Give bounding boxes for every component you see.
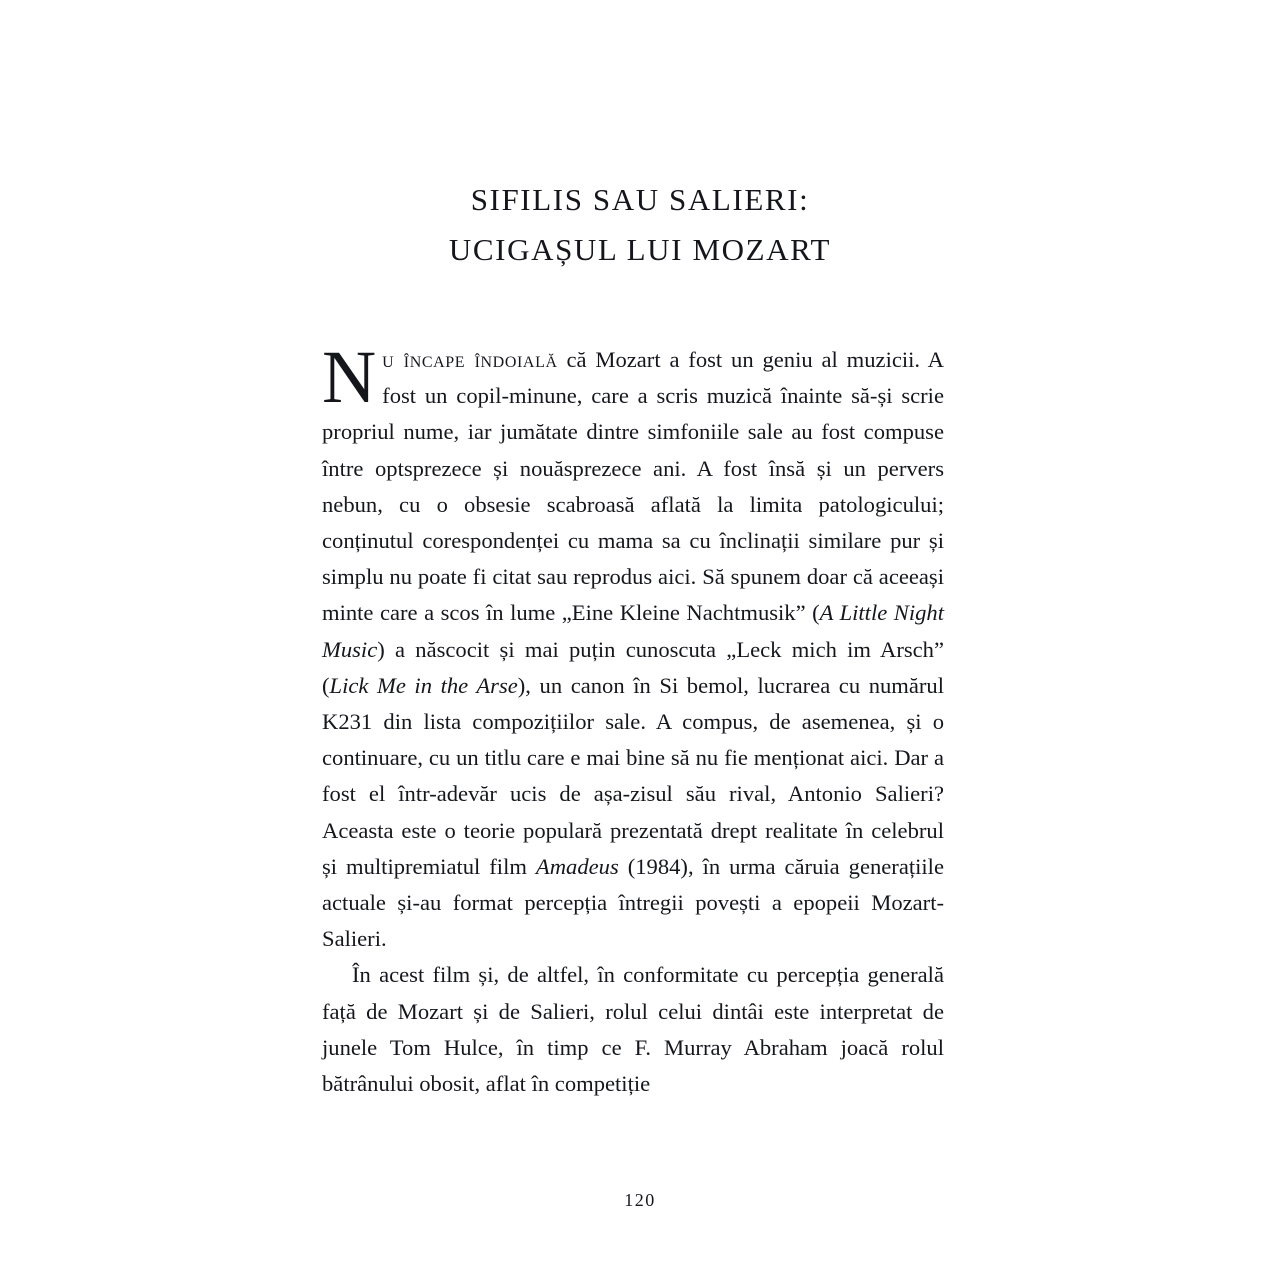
page-title (320, 0, 960, 275)
paragraph-2-text: În acest film și, de altfel, în conformitate cu percepția generală față de Mozart și de Salieri, rolul celui dintâi este interpretat de junele Tom Hulce, în timp ce F. Murray Abraham joacă rolul bătrânului obosit, aflat în competiție (322, 962, 944, 1097)
page-number: 120 (624, 1190, 656, 1210)
paragraph-1 (322, 336, 945, 957)
paragraph-2 (322, 957, 944, 1102)
chapter-title-line-1: SIFILIS SAU SALIERI: (470, 182, 810, 217)
chapter-title-line-2: UCIGAȘUL LUI MOZART (448, 232, 832, 268)
body-text-column (322, 336, 945, 1102)
opening-small-caps: u încape îndoială (382, 347, 558, 372)
paragraph-1-text: că Mozart a fost un geniu al muzicii. A fost un copil-minune, care a scris muzică înainte să-și scrie propriul nume, iar jumătate dintre simfoniile sale au fost compuse între optsprezece și nouăsprezece ani. A fost însă și un pervers nebun, cu o obsesie scabroasă aflată la limita patologicului; conținutul corespondenței cu mama sa cu înclinații similare pur și simplu nu poate fi citat sau reprodus aici. Să spunem doar că aceeași minte care a scos în lume „Eine Kleine Nachtmusik” (A Little Night Music) a născocit și mai puțin cunoscuta „Leck mich im Arsch” (Lick Me in the Arse), un canon în Si bemol, lucrarea cu numărul K231 din lista compozițiilor sale. A compus, de asemenea, și o continuare, cu un titlu care e mai bine să nu fie menționat aici. Dar a fost el într-adevăr ucis de așa-zisul său rival, Antonio Salieri? Aceasta este o teorie populară prezentată drept realitate în celebrul și multipremiatul film Amadeus (1984), în urma căruia generațiile actuale și-au format percepția întregii povești a epopeii Mozart-Salieri. (322, 347, 945, 952)
drop-cap: N (322, 336, 377, 419)
